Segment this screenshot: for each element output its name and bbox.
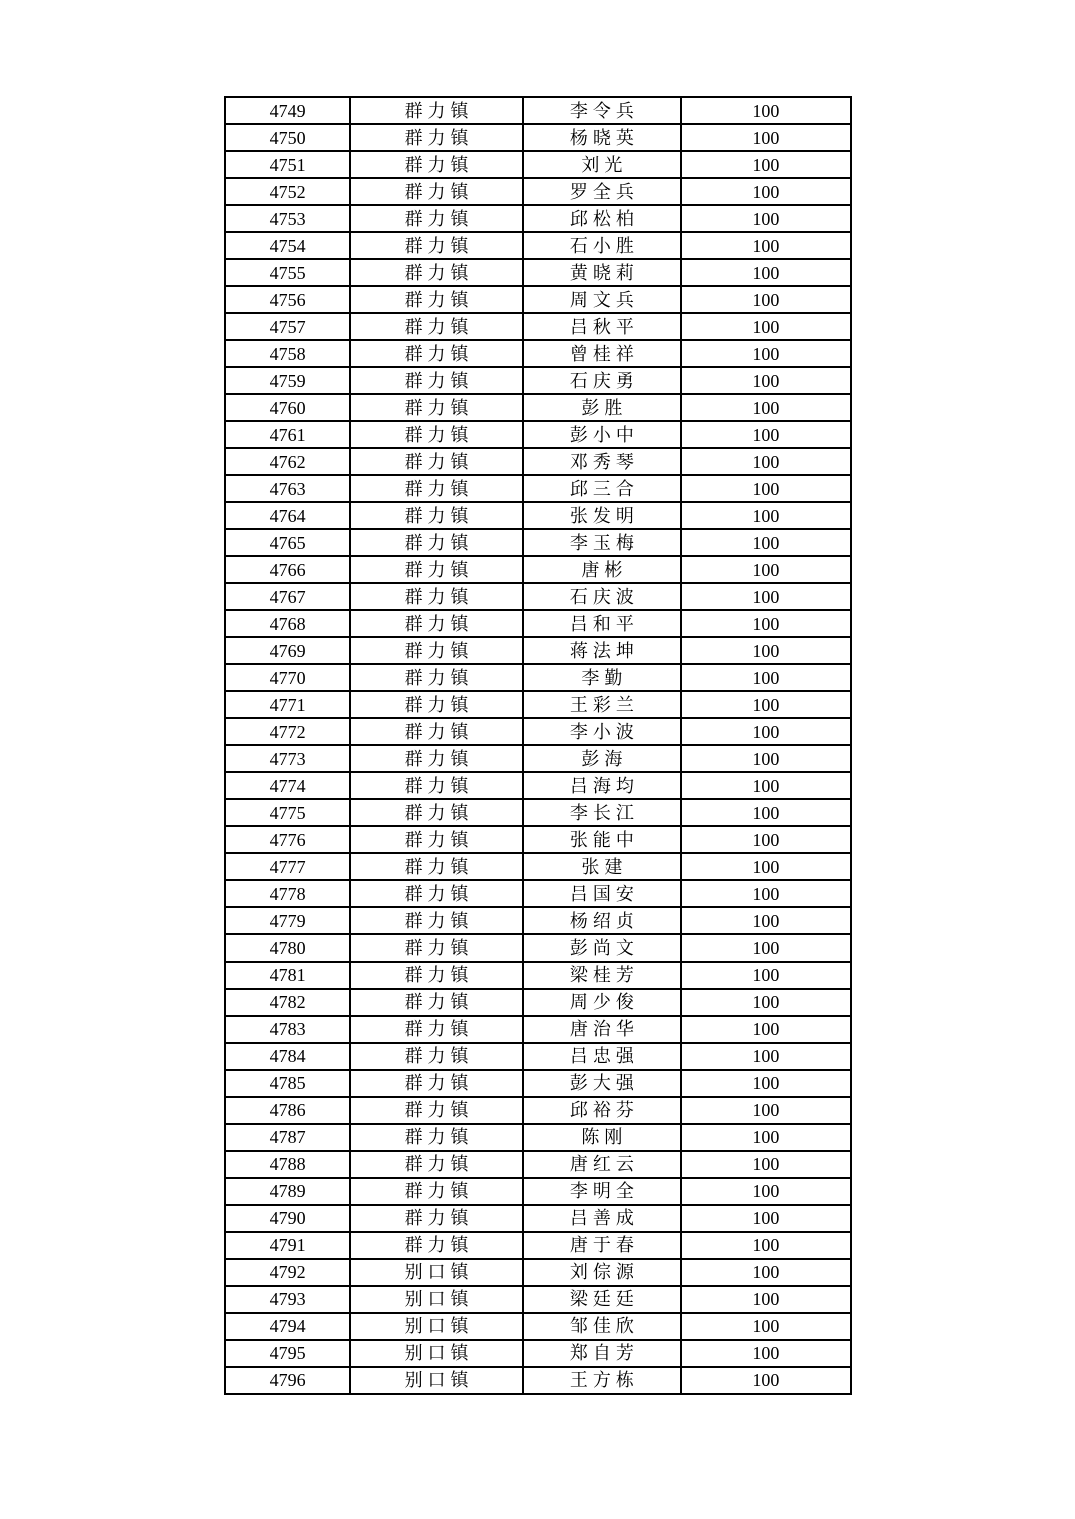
cell-score: 100 <box>681 97 851 124</box>
cell-person-name: 周文兵 <box>523 286 681 313</box>
cell-serial: 4752 <box>225 178 350 205</box>
table-row <box>225 556 851 583</box>
cell-town: 群力镇 <box>350 962 523 989</box>
table-row <box>225 772 851 799</box>
cell-score: 100 <box>681 1016 851 1043</box>
cell-person-name: 蒋法坤 <box>523 637 681 664</box>
table-row <box>225 1313 851 1340</box>
cell-town: 群力镇 <box>350 421 523 448</box>
table-row <box>225 664 851 691</box>
cell-score: 100 <box>681 313 851 340</box>
table-row <box>225 340 851 367</box>
cell-score: 100 <box>681 529 851 556</box>
cell-serial: 4792 <box>225 1259 350 1286</box>
table-row <box>225 1124 851 1151</box>
cell-person-name: 杨晓英 <box>523 124 681 151</box>
cell-score: 100 <box>681 259 851 286</box>
cell-town: 别口镇 <box>350 1286 523 1313</box>
table-row <box>225 989 851 1016</box>
cell-town: 别口镇 <box>350 1367 523 1394</box>
cell-town: 群力镇 <box>350 583 523 610</box>
cell-score: 100 <box>681 989 851 1016</box>
table-row <box>225 259 851 286</box>
cell-person-name: 李勤 <box>523 664 681 691</box>
cell-town: 群力镇 <box>350 151 523 178</box>
cell-score: 100 <box>681 691 851 718</box>
table-row <box>225 1259 851 1286</box>
cell-serial: 4774 <box>225 772 350 799</box>
cell-person-name: 吕和平 <box>523 610 681 637</box>
cell-person-name: 吕海均 <box>523 772 681 799</box>
cell-person-name: 李玉梅 <box>523 529 681 556</box>
cell-town: 别口镇 <box>350 1259 523 1286</box>
cell-town: 群力镇 <box>350 313 523 340</box>
cell-town: 群力镇 <box>350 367 523 394</box>
table-row <box>225 394 851 421</box>
table-row <box>225 907 851 934</box>
table-row <box>225 637 851 664</box>
cell-town: 群力镇 <box>350 340 523 367</box>
cell-town: 群力镇 <box>350 232 523 259</box>
cell-serial: 4784 <box>225 1043 350 1070</box>
cell-score: 100 <box>681 286 851 313</box>
table-row <box>225 826 851 853</box>
cell-score: 100 <box>681 421 851 448</box>
cell-serial: 4766 <box>225 556 350 583</box>
cell-person-name: 黄晓莉 <box>523 259 681 286</box>
cell-serial: 4796 <box>225 1367 350 1394</box>
cell-serial: 4754 <box>225 232 350 259</box>
cell-person-name: 周少俊 <box>523 989 681 1016</box>
cell-serial: 4780 <box>225 934 350 961</box>
cell-score: 100 <box>681 178 851 205</box>
table-row <box>225 475 851 502</box>
cell-town: 群力镇 <box>350 529 523 556</box>
cell-person-name: 李明全 <box>523 1178 681 1205</box>
cell-town: 别口镇 <box>350 1340 523 1367</box>
cell-person-name: 罗全兵 <box>523 178 681 205</box>
cell-town: 群力镇 <box>350 664 523 691</box>
cell-score: 100 <box>681 880 851 907</box>
table-row <box>225 718 851 745</box>
cell-score: 100 <box>681 826 851 853</box>
cell-score: 100 <box>681 934 851 961</box>
cell-score: 100 <box>681 853 851 880</box>
cell-town: 群力镇 <box>350 691 523 718</box>
table-row <box>225 286 851 313</box>
cell-serial: 4782 <box>225 989 350 1016</box>
cell-serial: 4757 <box>225 313 350 340</box>
cell-score: 100 <box>681 1286 851 1313</box>
records-table <box>224 96 852 1395</box>
table-row <box>225 1232 851 1259</box>
cell-town: 群力镇 <box>350 772 523 799</box>
cell-serial: 4750 <box>225 124 350 151</box>
cell-score: 100 <box>681 610 851 637</box>
cell-serial: 4756 <box>225 286 350 313</box>
cell-person-name: 彭海 <box>523 745 681 772</box>
cell-person-name: 王彩兰 <box>523 691 681 718</box>
cell-score: 100 <box>681 232 851 259</box>
cell-score: 100 <box>681 1340 851 1367</box>
cell-person-name: 彭大强 <box>523 1070 681 1097</box>
table-row <box>225 97 851 124</box>
cell-person-name: 刘光 <box>523 151 681 178</box>
table-row <box>225 1016 851 1043</box>
cell-person-name: 吕善成 <box>523 1205 681 1232</box>
cell-town: 群力镇 <box>350 286 523 313</box>
cell-person-name: 李令兵 <box>523 97 681 124</box>
cell-score: 100 <box>681 1070 851 1097</box>
cell-serial: 4768 <box>225 610 350 637</box>
cell-serial: 4771 <box>225 691 350 718</box>
cell-town: 群力镇 <box>350 907 523 934</box>
cell-serial: 4760 <box>225 394 350 421</box>
cell-score: 100 <box>681 1178 851 1205</box>
table-row <box>225 1178 851 1205</box>
cell-person-name: 张能中 <box>523 826 681 853</box>
table-row <box>225 1367 851 1394</box>
cell-person-name: 张建 <box>523 853 681 880</box>
cell-town: 群力镇 <box>350 1124 523 1151</box>
cell-person-name: 郑自芳 <box>523 1340 681 1367</box>
cell-serial: 4779 <box>225 907 350 934</box>
cell-person-name: 彭小中 <box>523 421 681 448</box>
cell-serial: 4793 <box>225 1286 350 1313</box>
cell-serial: 4785 <box>225 1070 350 1097</box>
cell-town: 群力镇 <box>350 97 523 124</box>
cell-person-name: 唐彬 <box>523 556 681 583</box>
table-row <box>225 178 851 205</box>
cell-score: 100 <box>681 205 851 232</box>
cell-town: 群力镇 <box>350 205 523 232</box>
cell-score: 100 <box>681 502 851 529</box>
cell-town: 群力镇 <box>350 394 523 421</box>
cell-person-name: 石小胜 <box>523 232 681 259</box>
cell-serial: 4781 <box>225 962 350 989</box>
cell-person-name: 李小波 <box>523 718 681 745</box>
cell-serial: 4764 <box>225 502 350 529</box>
cell-person-name: 唐治华 <box>523 1016 681 1043</box>
cell-town: 群力镇 <box>350 826 523 853</box>
table-row <box>225 934 851 961</box>
cell-person-name: 张发明 <box>523 502 681 529</box>
cell-serial: 4776 <box>225 826 350 853</box>
cell-town: 群力镇 <box>350 799 523 826</box>
cell-town: 群力镇 <box>350 259 523 286</box>
cell-score: 100 <box>681 772 851 799</box>
cell-score: 100 <box>681 718 851 745</box>
cell-town: 群力镇 <box>350 1043 523 1070</box>
table-row <box>225 205 851 232</box>
cell-serial: 4763 <box>225 475 350 502</box>
cell-serial: 4794 <box>225 1313 350 1340</box>
cell-serial: 4786 <box>225 1097 350 1124</box>
cell-score: 100 <box>681 962 851 989</box>
cell-town: 群力镇 <box>350 124 523 151</box>
cell-person-name: 梁廷廷 <box>523 1286 681 1313</box>
cell-score: 100 <box>681 1151 851 1178</box>
cell-score: 100 <box>681 1367 851 1394</box>
table-row <box>225 1205 851 1232</box>
cell-town: 群力镇 <box>350 718 523 745</box>
cell-town: 群力镇 <box>350 448 523 475</box>
cell-serial: 4787 <box>225 1124 350 1151</box>
cell-score: 100 <box>681 556 851 583</box>
cell-serial: 4753 <box>225 205 350 232</box>
table-row <box>225 367 851 394</box>
cell-serial: 4770 <box>225 664 350 691</box>
table-row <box>225 421 851 448</box>
cell-score: 100 <box>681 151 851 178</box>
cell-person-name: 曾桂祥 <box>523 340 681 367</box>
cell-serial: 4790 <box>225 1205 350 1232</box>
cell-person-name: 刘倧源 <box>523 1259 681 1286</box>
table-row <box>225 1070 851 1097</box>
cell-person-name: 吕国安 <box>523 880 681 907</box>
table-row <box>225 313 851 340</box>
cell-score: 100 <box>681 1097 851 1124</box>
cell-town: 群力镇 <box>350 1070 523 1097</box>
table-row <box>225 610 851 637</box>
cell-person-name: 唐红云 <box>523 1151 681 1178</box>
cell-serial: 4777 <box>225 853 350 880</box>
table-row <box>225 583 851 610</box>
cell-score: 100 <box>681 475 851 502</box>
cell-score: 100 <box>681 1043 851 1070</box>
cell-town: 群力镇 <box>350 934 523 961</box>
cell-score: 100 <box>681 907 851 934</box>
cell-serial: 4783 <box>225 1016 350 1043</box>
table-row <box>225 799 851 826</box>
cell-score: 100 <box>681 1124 851 1151</box>
cell-score: 100 <box>681 367 851 394</box>
cell-person-name: 邱裕芬 <box>523 1097 681 1124</box>
cell-person-name: 梁桂芳 <box>523 962 681 989</box>
table-row <box>225 745 851 772</box>
cell-score: 100 <box>681 448 851 475</box>
table-row <box>225 232 851 259</box>
cell-person-name: 邹佳欣 <box>523 1313 681 1340</box>
cell-serial: 4791 <box>225 1232 350 1259</box>
cell-person-name: 彭胜 <box>523 394 681 421</box>
cell-score: 100 <box>681 340 851 367</box>
cell-score: 100 <box>681 745 851 772</box>
cell-serial: 4749 <box>225 97 350 124</box>
cell-town: 群力镇 <box>350 637 523 664</box>
table-row <box>225 151 851 178</box>
cell-town: 群力镇 <box>350 502 523 529</box>
table-row <box>225 1151 851 1178</box>
cell-score: 100 <box>681 124 851 151</box>
table-row <box>225 1043 851 1070</box>
cell-town: 群力镇 <box>350 178 523 205</box>
cell-person-name: 彭尚文 <box>523 934 681 961</box>
cell-serial: 4775 <box>225 799 350 826</box>
cell-score: 100 <box>681 1259 851 1286</box>
cell-town: 别口镇 <box>350 1313 523 1340</box>
table-row <box>225 124 851 151</box>
cell-serial: 4755 <box>225 259 350 286</box>
cell-town: 群力镇 <box>350 1151 523 1178</box>
cell-score: 100 <box>681 799 851 826</box>
cell-serial: 4795 <box>225 1340 350 1367</box>
cell-town: 群力镇 <box>350 853 523 880</box>
table-row <box>225 691 851 718</box>
table-row <box>225 448 851 475</box>
cell-person-name: 邱松柏 <box>523 205 681 232</box>
cell-person-name: 王方栋 <box>523 1367 681 1394</box>
cell-serial: 4762 <box>225 448 350 475</box>
cell-town: 群力镇 <box>350 1205 523 1232</box>
cell-serial: 4772 <box>225 718 350 745</box>
cell-person-name: 杨绍贞 <box>523 907 681 934</box>
cell-score: 100 <box>681 637 851 664</box>
cell-person-name: 石庆波 <box>523 583 681 610</box>
cell-serial: 4759 <box>225 367 350 394</box>
cell-town: 群力镇 <box>350 880 523 907</box>
cell-town: 群力镇 <box>350 1232 523 1259</box>
cell-town: 群力镇 <box>350 1178 523 1205</box>
cell-town: 群力镇 <box>350 556 523 583</box>
cell-serial: 4789 <box>225 1178 350 1205</box>
cell-serial: 4769 <box>225 637 350 664</box>
cell-serial: 4761 <box>225 421 350 448</box>
cell-score: 100 <box>681 664 851 691</box>
table-row <box>225 502 851 529</box>
table-row <box>225 962 851 989</box>
cell-town: 群力镇 <box>350 610 523 637</box>
cell-serial: 4788 <box>225 1151 350 1178</box>
cell-town: 群力镇 <box>350 1097 523 1124</box>
cell-score: 100 <box>681 1232 851 1259</box>
cell-person-name: 石庆勇 <box>523 367 681 394</box>
cell-person-name: 李长江 <box>523 799 681 826</box>
cell-score: 100 <box>681 583 851 610</box>
table-row <box>225 1340 851 1367</box>
cell-town: 群力镇 <box>350 745 523 772</box>
cell-person-name: 吕忠强 <box>523 1043 681 1070</box>
cell-person-name: 陈刚 <box>523 1124 681 1151</box>
cell-person-name: 邱三合 <box>523 475 681 502</box>
cell-serial: 4758 <box>225 340 350 367</box>
cell-town: 群力镇 <box>350 475 523 502</box>
cell-serial: 4751 <box>225 151 350 178</box>
cell-serial: 4767 <box>225 583 350 610</box>
cell-score: 100 <box>681 1313 851 1340</box>
cell-person-name: 邓秀琴 <box>523 448 681 475</box>
cell-person-name: 吕秋平 <box>523 313 681 340</box>
table-row <box>225 1286 851 1313</box>
cell-serial: 4773 <box>225 745 350 772</box>
records-table-body <box>225 97 851 1394</box>
cell-person-name: 唐于春 <box>523 1232 681 1259</box>
cell-score: 100 <box>681 394 851 421</box>
table-row <box>225 1097 851 1124</box>
table-row <box>225 853 851 880</box>
cell-serial: 4778 <box>225 880 350 907</box>
table-row <box>225 880 851 907</box>
table-row <box>225 529 851 556</box>
cell-town: 群力镇 <box>350 1016 523 1043</box>
cell-score: 100 <box>681 1205 851 1232</box>
cell-town: 群力镇 <box>350 989 523 1016</box>
cell-serial: 4765 <box>225 529 350 556</box>
